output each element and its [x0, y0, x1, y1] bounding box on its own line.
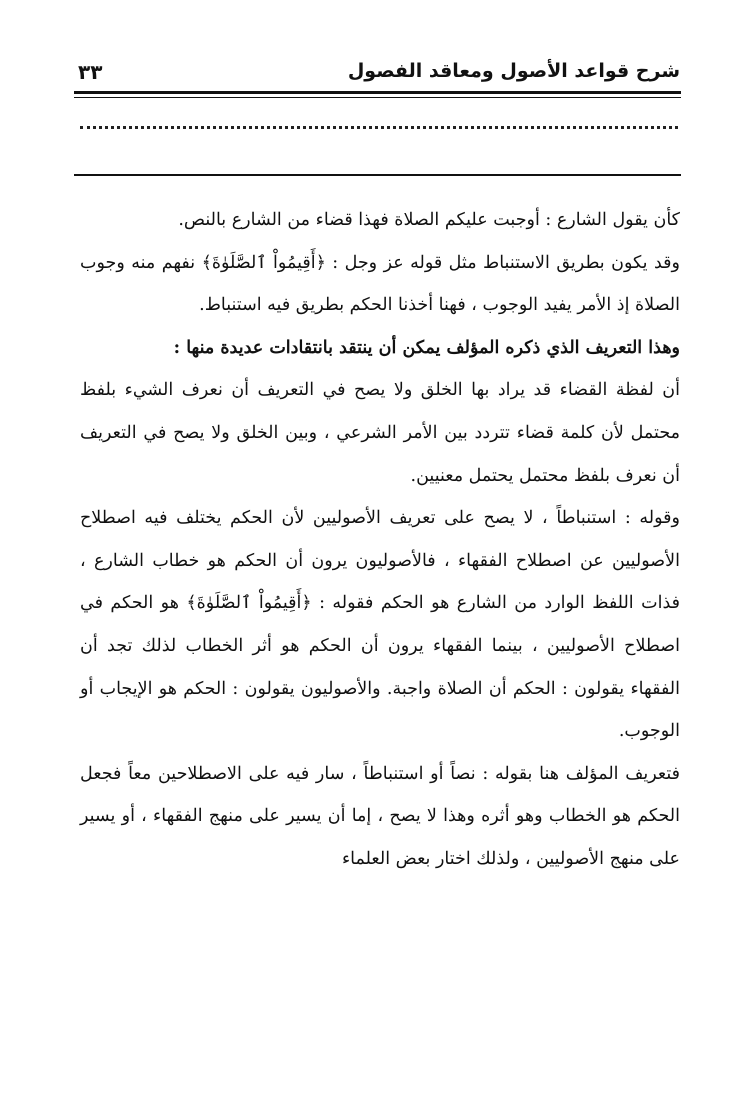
paragraph-heading: وهذا التعريف الذي ذكره المؤلف يمكن أن ينتقد بانتقادات عديدة منها : — [173, 337, 680, 358]
paragraph: كأن يقول الشارع : أوجبت عليكم الصلاة فهذا قضاء من الشارع بالنص. — [178, 210, 680, 230]
paragraph: وقد يكون بطريق الاستنباط مثل قوله عز وجل : ﴿أَقِيمُواْ ٱلصَّلَوٰةَ﴾ نفهم منه وجوب الصلاة إذ الأمر يفيد الوجوب ، فهنا أخذنا الحكم بطريق فيه استنباط. — [80, 252, 680, 316]
running-title: شرح قواعد الأصول ومعاقد الفصول — [347, 60, 680, 82]
paragraph: فتعريف المؤلف هنا بقوله : نصاً أو استنباطاً ، سار فيه على الاصطلاحين معاً فجعل الحكم هو الخطاب وهو أثره وهذا لا يصح ، إما أن يسير على منهج الفقهاء ، أو يسير على منهج الأصوليين ، ولذلك اختار بعض العلماء — [80, 763, 680, 869]
paragraph: أن لفظة القضاء قد يراد بها الخلق ولا يصح في التعريف أن نعرف الشيء بلفظ محتمل لأن كلمة قضاء تتردد بين الأمر الشرعي ، وبين الخلق ولا يصح في التعريف أن نعرف بلفظ محتمل يحتمل معنيين. — [80, 380, 680, 486]
dotted-line — [80, 126, 678, 129]
page-number: ٣٣ — [78, 60, 103, 84]
body-text — [80, 199, 680, 881]
header-rule-thick — [74, 91, 681, 94]
header-rule-thin — [74, 97, 681, 98]
section-rule — [74, 174, 681, 176]
running-header — [74, 58, 680, 92]
paragraph: وقوله : استنباطاً ، لا يصح على تعريف الأصوليين لأن الحكم يختلف فيه اصطلاح الأصوليين عن اصطلاح الفقهاء ، فالأصوليون يرون أن الحكم هو خطاب الشارع ، فذات اللفظ الوارد من الشارع هو الحكم فقوله : ﴿أَقِيمُواْ ٱلصَّلَوٰةَ﴾ هو الحكم في اصطلاح الأصوليين ، بينما الفقهاء يرون أن الحكم هو أثر الخطاب لذلك تجد أن الفقهاء يقولون : الحكم أن الصلاة واجبة. والأصوليون يقولون : الحكم هو الإيجاب أو الوجوب. — [80, 508, 680, 742]
